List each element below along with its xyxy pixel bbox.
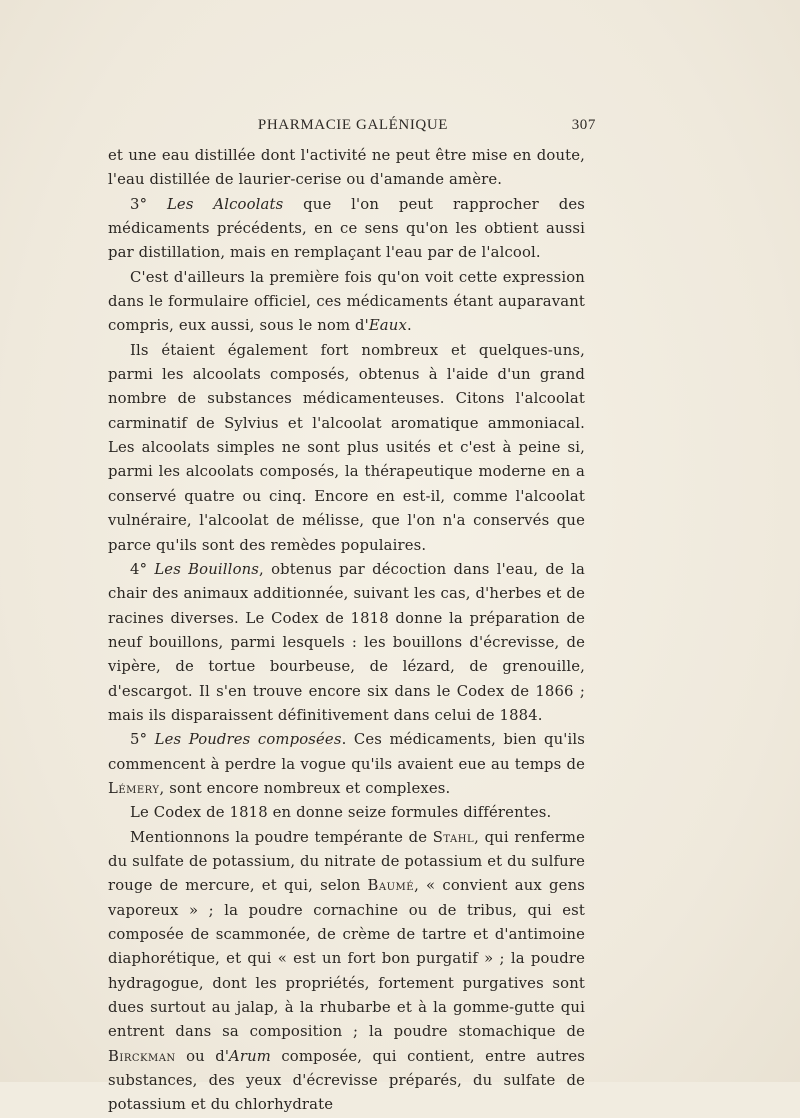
paragraph-continuation (108, 144, 585, 193)
section-heading-italic: Les Alcoolats (166, 195, 284, 213)
author-name: Stahl (432, 828, 475, 846)
running-title: PHARMACIE GALÉNIQUE (257, 117, 449, 133)
running-head (108, 117, 598, 139)
paragraph-text: , « convient aux gens vaporeux » ; la poudre cornachine ou de tribus, qui est composée de scammonée, de crème de tartre et d'antimoine diaphorétique, et qui « est un fort bon purgatif » ; la poudre hydragogue, dont les propriétés, fortement purgatives sont dues surtout au jalap, à la rhubarbe et à la gomme-gutte qui entrent dans sa composition ; la poudre stomachique de (108, 877, 585, 1041)
section-heading-italic: Les Bouillons (154, 560, 260, 578)
page-number: 307 (571, 117, 596, 133)
paragraph-text: , qui renferme du sulfate de potassium, du nitrate de potassium et du sulfure rouge de mercure, et qui, selon (108, 828, 585, 895)
paragraph-text: composée, qui contient, entre autres substances, des yeux d'écrevisse préparés, du sulfate de potassium et du chlorhydrate (108, 1047, 585, 1114)
paragraph-text: Le Codex de 1818 en donne seize formules différentes. (130, 804, 552, 822)
paragraph-formulaire (108, 266, 585, 339)
paragraph-poudres (108, 728, 585, 801)
author-name: Birckman (108, 1047, 176, 1065)
paragraph-text: et une eau distillée dont l'activité ne peut être mise en doute, l'eau distillée de laurier-cerise ou d'amande amère. (108, 147, 585, 189)
item-number: 3° (130, 195, 167, 213)
author-name: Lémery (108, 779, 160, 797)
paragraph-alcoolats-composes (108, 339, 585, 558)
paragraph-text: . Ces médicaments, bien qu'ils commencent à perdre la vogue qu'ils avaient eue au temps de (108, 731, 585, 773)
italic-term: Arum (229, 1047, 271, 1065)
paragraph-alcoolats (108, 193, 585, 266)
item-number: 5° (130, 731, 155, 749)
paragraph-text: Mentionnons la poudre tempérante de (130, 828, 433, 846)
paragraph-text: , obtenus par décoction dans l'eau, de la chair des animaux additionnée, suivant les cas, d'herbes et de racines diverses. Le Codex de 1818 donne la préparation de neuf bouillons, parmi lesquels : les bouillons d'écrevisse, de vipère, de tortue bourbeuse, de lézard, de grenouille, d'escargot. Il s'en trouve encore six dans le Codex de 1866 ; mais ils disparaissent définitivement dans celui de 1884. (108, 560, 585, 724)
paragraph-text: que l'on peut rapprocher des médicaments précédents, en ce sens qu'on les obtient aussi par distillation, mais en remplaçant l'eau par de l'alcool. (108, 195, 585, 262)
paragraph-text: , sont encore nombreux et complexes. (159, 779, 451, 797)
item-number: 4° (130, 560, 155, 578)
paragraph-bouillons (108, 558, 585, 728)
paragraph-text: C'est d'ailleurs la première fois qu'on voit cette expression dans le formulaire officiel, ces médicaments étant auparavant compris, eux aussi, sous le nom d' (108, 268, 585, 335)
italic-term: Eaux (368, 317, 407, 335)
paragraph-text: . (406, 317, 412, 335)
body-text (108, 144, 585, 1118)
paragraph-codex-1818 (108, 801, 585, 825)
author-name: Baumé (367, 877, 415, 895)
paragraph-text: Ils étaient également fort nombreux et quelques-uns, parmi les alcoolats composés, obtenus à l'aide d'un grand nombre de substances médicamenteuses. Citons l'alcoolat carminatif de Sylvius et l'alcoolat aromatique ammoniacal. Les alcoolats simples ne sont plus usités et c'est à peine si, parmi les alcoolats composés, la thérapeutique moderne en a conservé quatre ou cinq. Encore en est-il, comme l'alcoolat vulnéraire, l'alcoolat de mélisse, que l'on n'a conservés que parce qu'ils sont des remèdes populaires. (108, 341, 585, 554)
paragraph-text: ou d' (175, 1047, 230, 1065)
paragraph-mentionnons (108, 826, 585, 1118)
section-heading-italic: Les Poudres composées (154, 731, 342, 749)
